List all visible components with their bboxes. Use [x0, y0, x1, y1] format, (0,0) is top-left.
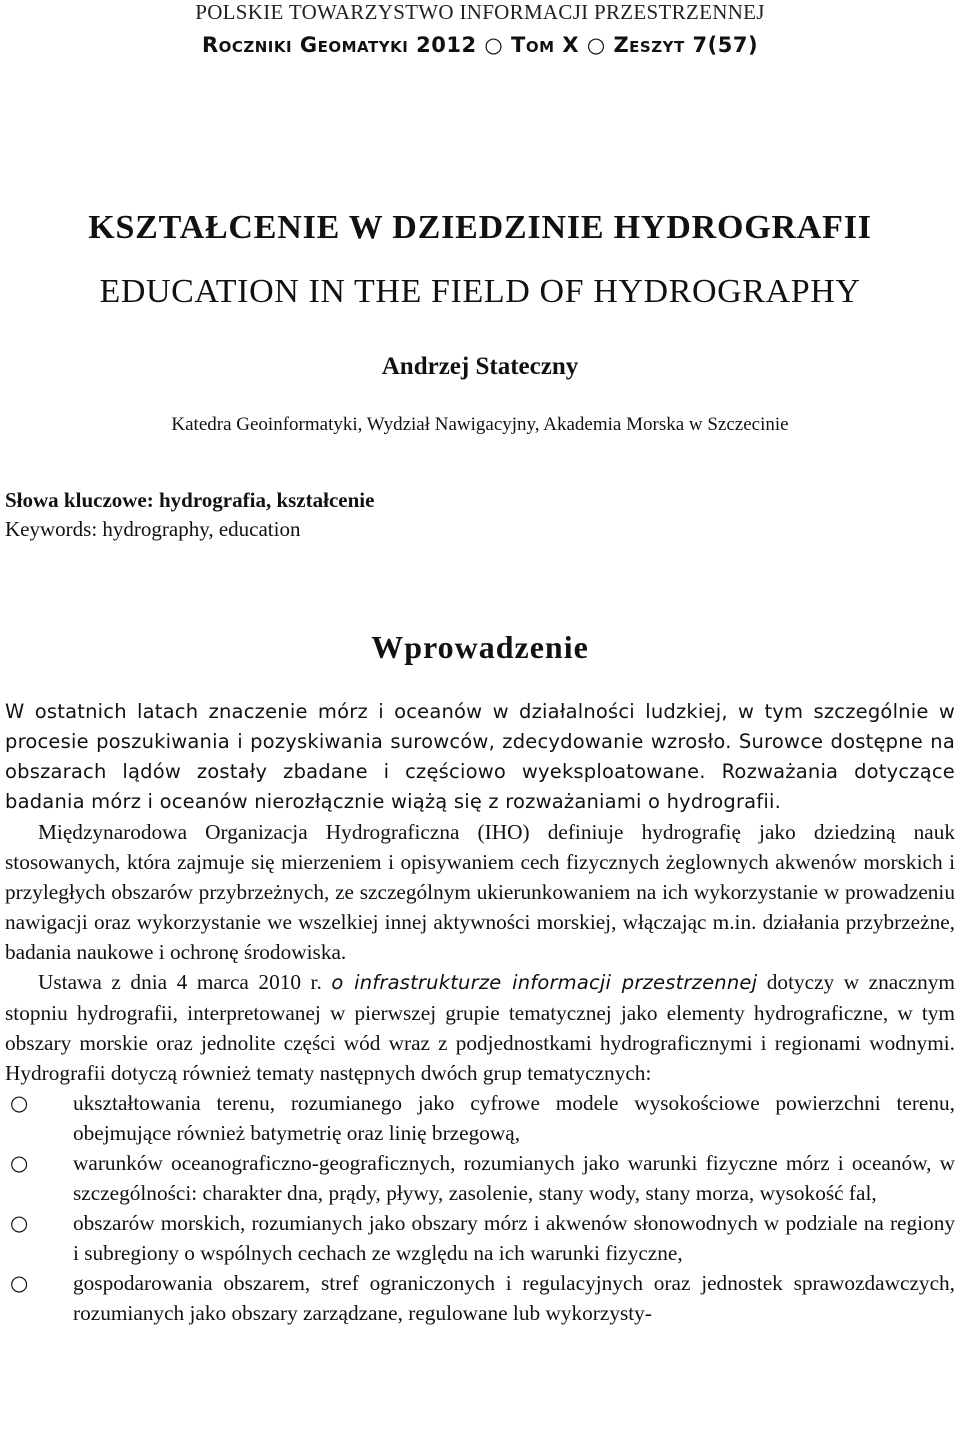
bullet-circle-icon: ○ — [10, 1271, 29, 1295]
keywords-polish: Słowa kluczowe: hydrografia, kształcenie — [5, 488, 375, 512]
bullet-circle-icon: ○ — [10, 1091, 29, 1115]
list-item — [5, 1208, 955, 1268]
bullet-circle-icon: ○ — [10, 1151, 29, 1175]
list-item-text: ukształtowania terenu, rozumianego jako cyfrowe modele wysokościowe powierzchni terenu, obejmujące również batymetrię oraz linię brzegową, — [73, 1091, 955, 1145]
section-title: Wprowadzenie — [371, 629, 589, 665]
paragraph-3-start: Ustawa z dnia 4 marca 2010 r. — [38, 970, 332, 994]
author-name: Andrzej Stateczny — [381, 353, 579, 380]
list-item-text: warunków oceanograficzno-geograficznych, rozumianych jako warunki fizyczne mórz i oceanów, w szczególności: charakter dna, prądy, pływy, zasolenie, stany wody, stany morza, wysokość fal, — [73, 1151, 955, 1205]
thematic-groups-list — [5, 1088, 955, 1328]
paragraph-3 — [5, 967, 955, 1088]
list-item — [5, 1148, 955, 1208]
society-header: POLSKIE TOWARZYSTWO INFORMACJI PRZESTRZENNEJ — [195, 0, 765, 24]
law-title-italic: o infrastrukturze informacji przestrzennej — [331, 971, 758, 994]
title-english: EDUCATION IN THE FIELD OF HYDROGRAPHY — [99, 273, 861, 310]
list-item-text: obszarów morskich, rozumianych jako obszary mórz i akwenów słonowodnych w podziale na regiony i subregiony o wspólnych cechach ze względu na ich warunki fizyczne, — [73, 1211, 955, 1265]
list-item-text: gospodarowania obszarem, stref ograniczonych i regulacyjnych oraz jednostek sprawozdawczych, rozumianych jako obszary zarządzane, regulowane lub wykorzysty- — [73, 1271, 955, 1325]
bullet-circle-icon: ○ — [10, 1211, 29, 1235]
title-polish: KSZTAŁCENIE W DZIEDZINIE HYDROGRAFII — [88, 209, 872, 246]
journal-header: Roczniki Geomatyki 2012 ○ Tom X ○ Zeszyt 7(57) — [201, 33, 759, 57]
paragraph-2: Międzynarodowa Organizacja Hydrograficzna (IHO) definiuje hydrografię jako dziedziną nauk stosowanych, która zajmuje się mierzeniem i opisywaniem cech fizycznych żeglownych akwenów morskich i przyległych obszarów przybrzeżnych, ze szczególnym ukierunkowaniem na ich wykorzystanie w prowadzeniu nawigacji oraz wykorzystanie we wszelkiej innej aktywności morskiej, włączając m.in. działania przybrzeżne, badania naukowe i ochronę środowiska. — [5, 820, 955, 964]
list-item — [5, 1268, 955, 1328]
section-body — [5, 697, 955, 1328]
paragraph-1: W ostatnich latach znaczenie mórz i oceanów w działalności ludzkiej, w tym szczególnie w procesie poszukiwania i pozyskiwania surowców, zdecydowanie wzrosło. Surowce dostępne na obszarach lądów zostały zbadane i częściowo wyeksploatowane. Rozważania dotyczące badania mórz i oceanów nierozłącznie wiążą się z rozważaniami o hydrografii. — [5, 700, 955, 813]
list-item — [5, 1088, 955, 1148]
paragraph-3-end: dotyczy w znacznym stopniu hydrografii, interpretowanej w pierwszej grupie tematycznej jako elementy hydrograficzne, w tym obszary morskie oraz jednolite części wód wraz z podjednostkami hydrograficznymi i regionami wodnymi. Hydrografii dotyczą również tematy następnych dwóch grup tematycznych: — [5, 970, 955, 1085]
keywords-english: Keywords: hydrography, education — [5, 517, 301, 541]
author-affiliation: Katedra Geoinformatyki, Wydział Nawigacyjny, Akademia Morska w Szczecinie — [171, 414, 789, 435]
